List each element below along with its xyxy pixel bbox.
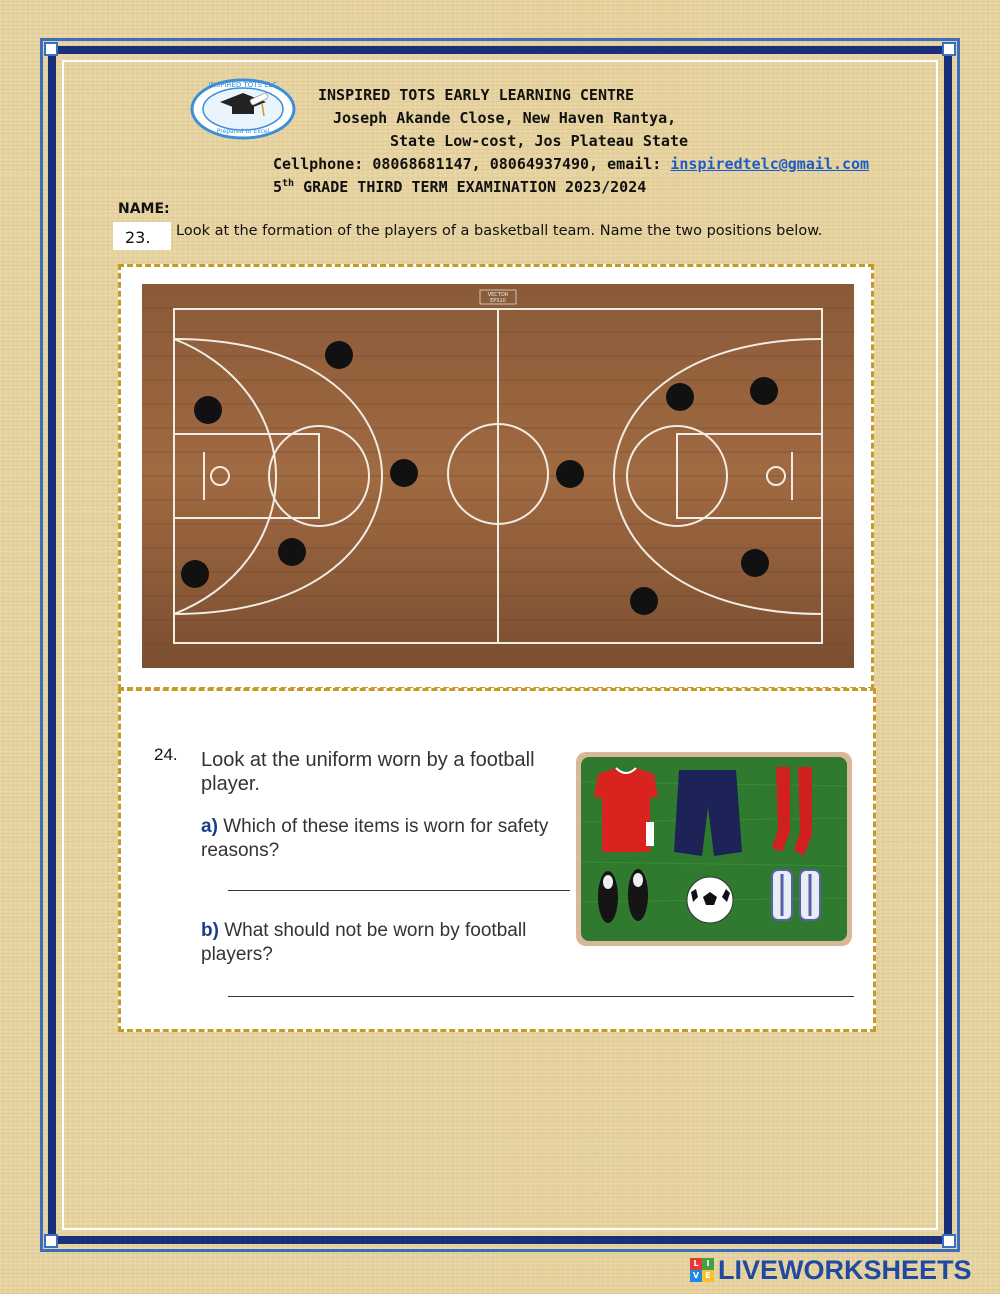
- football-kit-image: [576, 752, 852, 946]
- question-24-number: 24.: [154, 745, 178, 764]
- name-label: NAME:: [118, 201, 170, 217]
- player-marker: [750, 377, 778, 405]
- school-name: INSPIRED TOTS EARLY LEARNING CENTRE: [318, 86, 635, 104]
- border-corner: [942, 42, 956, 56]
- player-marker: [390, 459, 418, 487]
- answer-line-a[interactable]: [228, 890, 570, 891]
- address-line-2: State Low-cost, Jos Plateau State: [390, 132, 689, 150]
- question-23-number: 23.: [113, 222, 171, 250]
- question-24a-text: Which of these items is worn for safety reasons?: [201, 816, 549, 861]
- question-24-intro: Look at the uniform worn by a football player.: [201, 749, 535, 795]
- question-24b: [201, 919, 571, 967]
- question-24a-label: a): [201, 816, 218, 837]
- logo-text-top: INSPIRED TOTS ELC: [208, 81, 278, 89]
- exam-grade: 5: [273, 178, 283, 196]
- player-marker: [741, 549, 769, 577]
- exam-grade-suffix: th: [282, 178, 295, 189]
- email-link[interactable]: inspiredtelc@gmail.com: [670, 155, 870, 173]
- question-23-text: Look at the formation of the players of a basketball team. Name the two positions below.: [176, 223, 823, 239]
- contact-text: Cellphone: 08068681147, 08064937490, email:: [273, 155, 671, 173]
- player-marker: [630, 587, 658, 615]
- border-corner: [44, 1234, 58, 1248]
- player-marker: [325, 341, 353, 369]
- border-corner: [44, 42, 58, 56]
- border-corner: [942, 1234, 956, 1248]
- player-marker: [556, 460, 584, 488]
- liveworksheets-logo-icon: L I V E: [690, 1258, 714, 1282]
- liveworksheets-brand[interactable]: [690, 1255, 972, 1285]
- question-24b-label: b): [201, 920, 219, 941]
- contact-line: [273, 155, 1000, 173]
- player-marker: [278, 538, 306, 566]
- player-marker: [181, 560, 209, 588]
- logo-text-bottom: Prepared to Excel: [216, 128, 270, 135]
- player-marker: [194, 396, 222, 424]
- question-24b-text: What should not be worn by football players?: [201, 920, 527, 965]
- court-badge-line2: EPS10: [490, 298, 506, 304]
- exam-title: [273, 178, 1000, 196]
- question-24a: [201, 815, 571, 863]
- address-line-1: Joseph Akande Close, New Haven Rantya,: [333, 109, 677, 127]
- answer-line-b[interactable]: [228, 996, 854, 997]
- exam-title-text: GRADE THIRD TERM EXAMINATION 2023/2024: [294, 178, 647, 196]
- school-logo: [190, 78, 296, 140]
- player-marker: [666, 383, 694, 411]
- basketball-court-image: [142, 284, 854, 668]
- liveworksheets-brand-text: LIVEWORKSHEETS: [718, 1254, 972, 1285]
- court-badge-line1: VECTOR: [487, 292, 509, 298]
